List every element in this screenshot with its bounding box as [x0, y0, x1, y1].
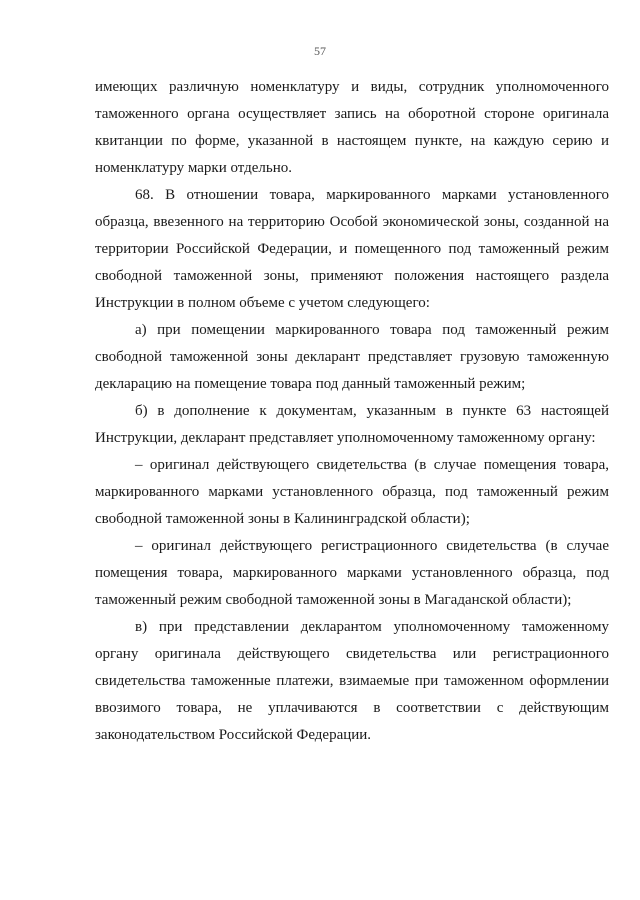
list-item-magadan: – оригинал действующего регистрационного свидетельства (в случае помещения товара, маркированного марками установленного образца, под таможенный режим свободной таможенной зоны в Магаданской области); — [95, 538, 609, 608]
list-item-kaliningrad: – оригинал действующего свидетельства (в случае помещения товара, маркированного марками установленного образца, под таможенный режим свободной таможенной зоны в Калининградской области); — [95, 457, 609, 527]
paragraph-68: 68. В отношении товара, маркированного марками установленного образца, ввезенного на территорию Особой экономической зоны, созданной на территории Российской Федерации, и помещенного под таможенный режим свободной таможенной зоны, применяют положения настоящего раздела Инструкции в полном объеме с учетом следующего: — [95, 187, 609, 311]
page-number: 57 — [314, 44, 326, 58]
paragraph-continuation: имеющих различную номенклатуру и виды, сотрудник уполномоченного таможенного органа осуществляет запись на оборотной стороне оригинала квитанции по форме, указанной в настоящем пункте, на каждую серию и номенклатуру марки отдельно. — [95, 79, 609, 176]
document-body — [95, 74, 609, 749]
paragraph-68-a: а) при помещении маркированного товара под таможенный режим свободной таможенной зоны декларант представляет грузовую таможенную декларацию на помещение товара под данный таможенный режим; — [95, 322, 609, 392]
paragraph-68-v: в) при представлении декларантом уполномоченному таможенному органу оригинала действующего свидетельства или регистрационного свидетельства таможенные платежи, взимаемые при таможенном оформлении ввозимого товара, не уплачиваются в соответствии с действующим законодательством Российской Федерации. — [95, 619, 609, 743]
paragraph-68-b: б) в дополнение к документам, указанным в пункте 63 настоящей Инструкции, декларант представляет уполномоченному таможенному органу: — [95, 403, 609, 446]
